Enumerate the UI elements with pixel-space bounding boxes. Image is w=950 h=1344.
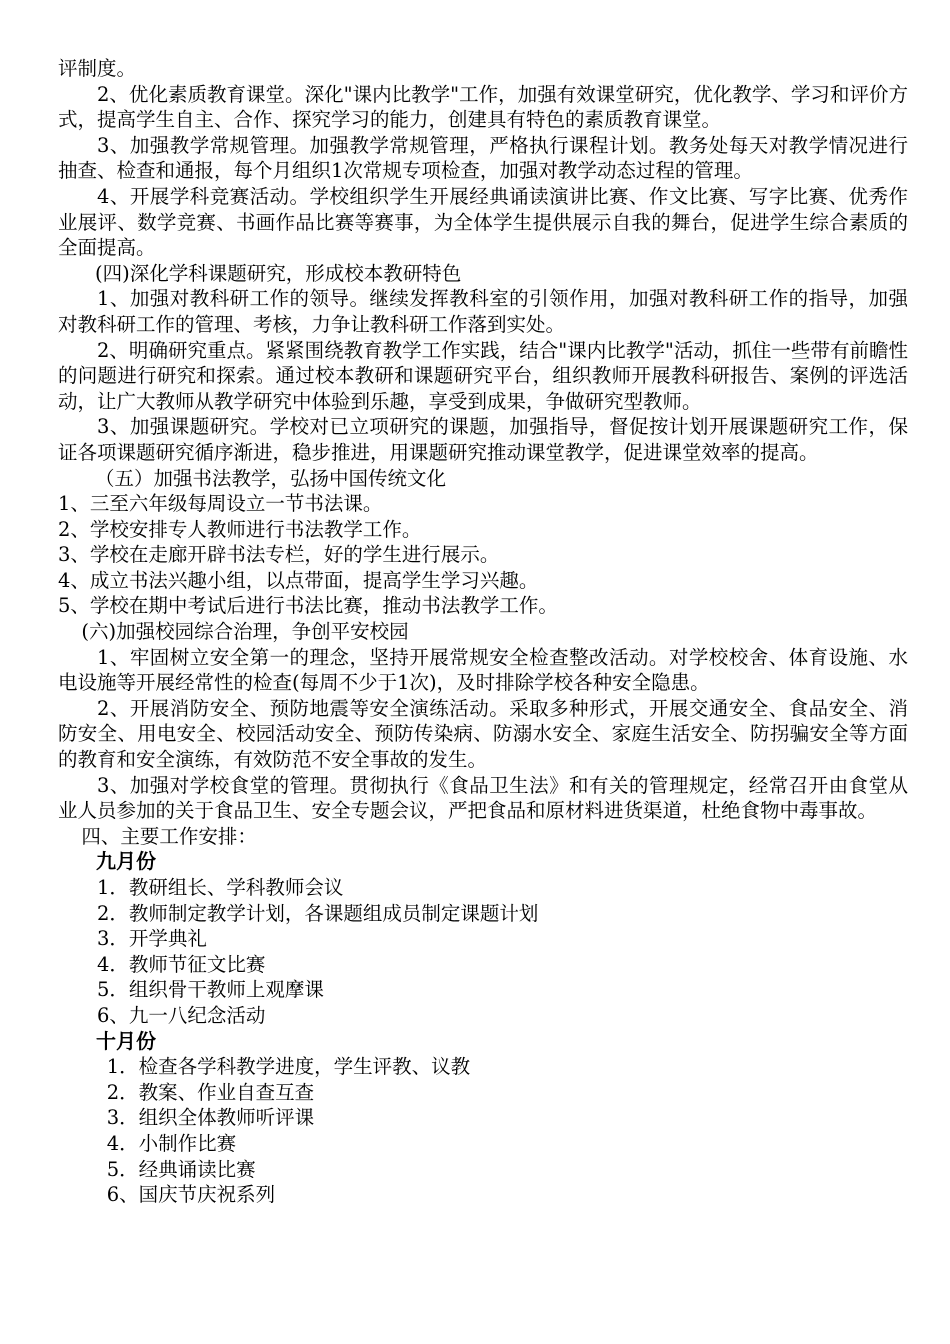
list-item: 2．教师制定教学计划，各课题组成员制定课题计划 bbox=[97, 901, 539, 925]
paragraph: 1、牢固树立安全第一的理念，坚持开展常规安全检查整改活动。对学校校舍、体育设施、水电设施等开展经常性的检查(每周不少于1次)，及时排除学校各种安全隐患。 bbox=[58, 645, 908, 695]
paragraph: 3、加强课题研究。学校对已立项研究的课题，加强指导，督促按计划开展课题研究工作，保证各项课题研究循序渐进，稳步推进，用课题研究推动课堂教学，促进课堂效率的提高。 bbox=[58, 415, 908, 464]
section-heading: （五）加强书法教学，弘扬中国传统文化 bbox=[95, 466, 447, 490]
paragraph: 1、加强对教科研工作的领导。继续发挥教科室的引领作用，加强对教科研工作的指导，加强对教科研工作的管理、考核，力争让教科研工作落到实处。 bbox=[58, 287, 908, 336]
section-heading: (六)加强校园综合治理，争创平安校园 bbox=[81, 620, 409, 644]
paragraph: 2、优化素质教育课堂。深化"课内比教学"工作，加强有效课堂研究，优化教学、学习和评价方式，提高学生自主、合作、探究学习的能力，创建具有特色的素质教育课堂。 bbox=[58, 82, 908, 132]
paragraph: 2、明确研究重点。紧紧围绕教育教学工作实践，结合"课内比教学"活动，抓住一些带有前瞻性的问题进行研究和探索。通过校本教研和课题研究平台，组织教师开展教科研报告、案例的评选活动，让广大教师从教学研究中体验到乐趣，享受到成果，争做研究型教师。 bbox=[58, 338, 908, 413]
list-item: 2．教案、作业自查互查 bbox=[106, 1080, 315, 1104]
list-item: 5．经典诵读比赛 bbox=[106, 1157, 256, 1181]
list-item: 3、学校在走廊开辟书法专栏，好的学生进行展示。 bbox=[58, 543, 500, 567]
list-item: 4．教师节征文比赛 bbox=[97, 952, 266, 976]
list-item: 6、九一八纪念活动 bbox=[97, 1003, 266, 1027]
list-item: 1．教研组长、学科教师会议 bbox=[97, 876, 344, 899]
list-item: 3．组织全体教师听评课 bbox=[106, 1106, 315, 1130]
paragraph: 4、开展学科竞赛活动。学校组织学生开展经典诵读演讲比赛、作文比赛、写字比赛、优秀作业展评、数学竞赛、书画作品比赛等赛事，为全体学生提供展示自我的舞台，促进学生综合素质的全面提高。 bbox=[58, 184, 908, 260]
paragraph: 2、开展消防安全、预防地震等安全演练活动。采取多种形式，开展交通安全、食品安全、消防安全、用电安全、校园活动安全、预防传染病、防溺水安全、家庭生活安全、防拐骗安全等方面的教育和安全演练，有效防范不安全事故的发生。 bbox=[58, 696, 908, 772]
paragraph: 3、加强对学校食堂的管理。贯彻执行《食品卫生法》和有关的管理规定，经常召开由食堂从业人员参加的关于食品卫生、安全专题会议，严把食品和原材料进货渠道，杜绝食物中毒事故。 bbox=[58, 773, 908, 823]
list-item: 2、学校安排专人教师进行书法教学工作。 bbox=[58, 517, 422, 541]
section-heading: 四、主要工作安排： bbox=[81, 824, 257, 848]
list-item: 1、三至六年级每周设立一节书法课。 bbox=[58, 492, 383, 516]
list-item: 3．开学典礼 bbox=[97, 927, 207, 951]
list-item: 4．小制作比赛 bbox=[106, 1131, 237, 1155]
list-item: 6、国庆节庆祝系列 bbox=[106, 1183, 276, 1207]
month-heading: 十月份 bbox=[96, 1028, 156, 1053]
list-item: 1．检查各学科教学进度，学生评教、议教 bbox=[106, 1055, 471, 1079]
document-body bbox=[58, 56, 908, 1208]
paragraph: 3、加强教学常规管理。加强教学常规管理，严格执行课程计划。教务处每天对教学情况进行抽查、检查和通报，每个月组织1次常规专项检查，加强对教学动态过程的管理。 bbox=[58, 133, 908, 183]
paragraph: 评制度。 bbox=[58, 57, 137, 80]
section-heading: (四)深化学科课题研究，形成校本教研特色 bbox=[95, 261, 462, 285]
list-item: 4、成立书法兴趣小组，以点带面，提高学生学习兴趣。 bbox=[58, 568, 539, 592]
list-item: 5．组织骨干教师上观摩课 bbox=[97, 978, 324, 1002]
month-heading: 九月份 bbox=[96, 849, 156, 874]
list-item: 5、学校在期中考试后进行书法比赛，推动书法教学工作。 bbox=[58, 594, 558, 618]
